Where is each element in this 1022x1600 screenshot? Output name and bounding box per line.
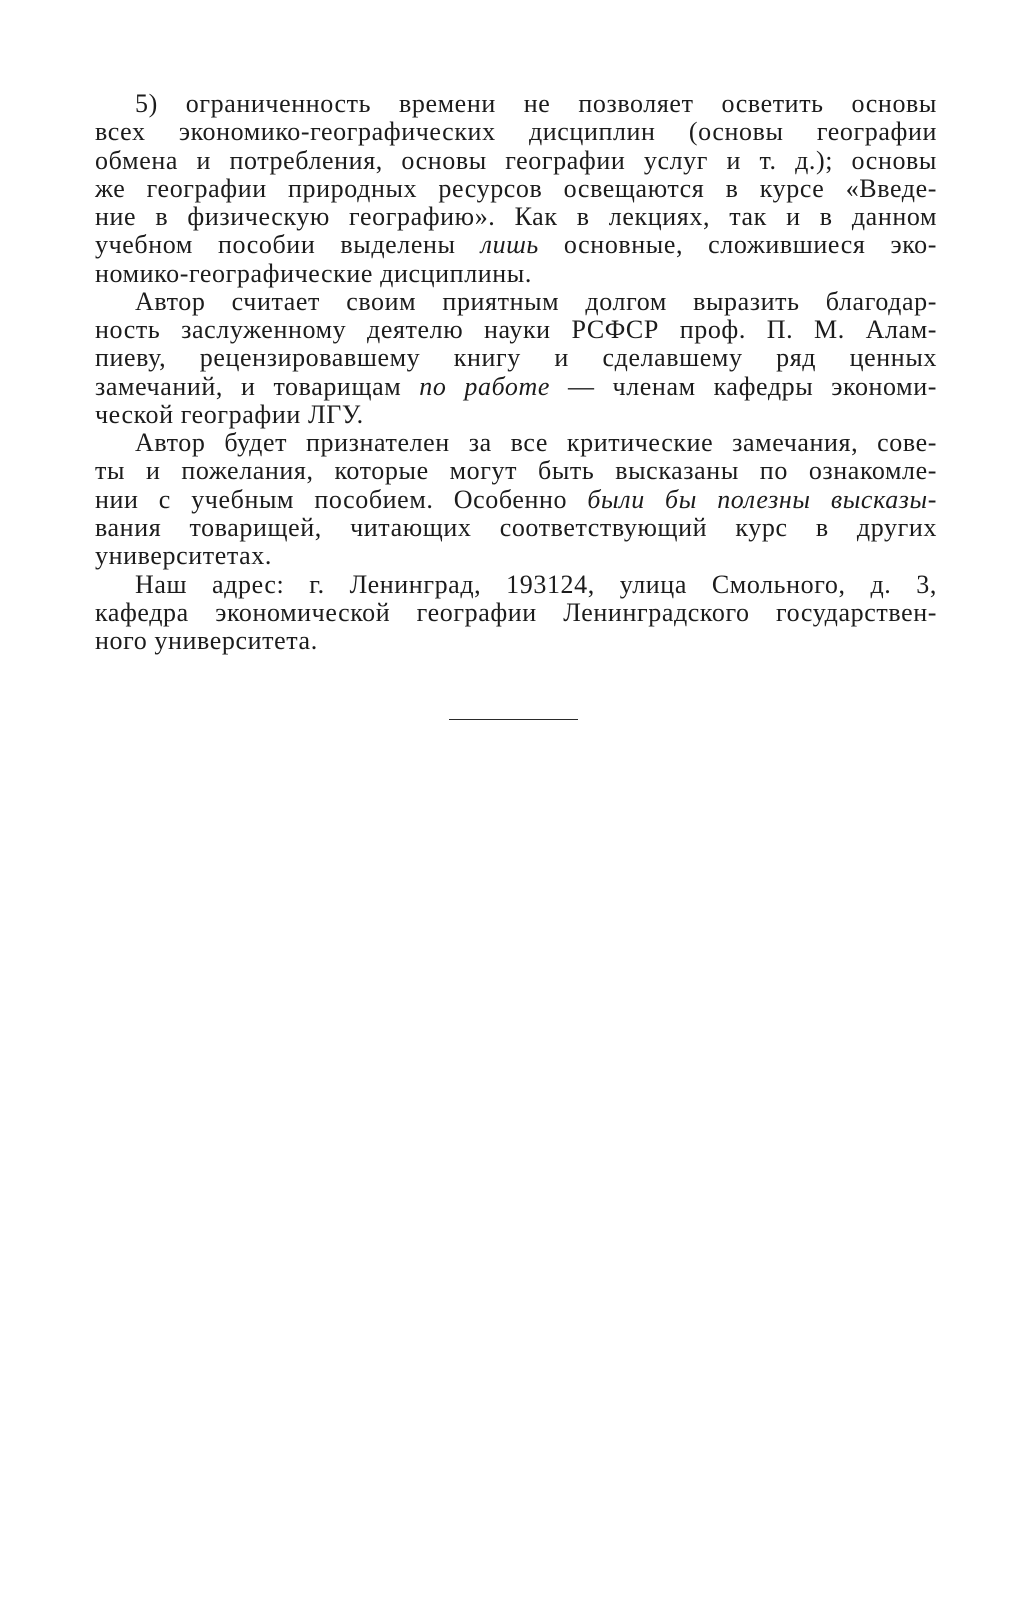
text-line: университетах.: [95, 541, 272, 571]
text-line: ность заслуженному деятелю науки РСФСР проф. П. М. Алам-: [95, 315, 937, 345]
paragraph-address: [95, 571, 937, 656]
text-segment: учебном пособии выделены: [95, 230, 481, 260]
text-line: ческой географии ЛГУ.: [95, 399, 364, 429]
text-line: 5) ограниченность времени не позволяет осветить основы: [135, 89, 937, 118]
text-line: [95, 486, 937, 514]
text-line: всех экономико-географических дисциплин (основы географии: [95, 117, 937, 147]
text-segment: — членам кафедры экономи-: [550, 371, 937, 401]
text-segment: замечаний, и товарищам: [95, 371, 420, 401]
body-text: [95, 90, 937, 655]
italic-text: по работе: [419, 371, 551, 401]
text-line: Автор считает своим приятным долгом выразить благодар-: [135, 286, 937, 316]
text-line: номико-географические дисциплины.: [95, 258, 532, 288]
paragraph-limitations: [95, 90, 937, 288]
text-line: же географии природных ресурсов освещаются в курсе «Введе-: [95, 173, 937, 203]
text-line: ного университета.: [95, 626, 318, 656]
text-line: кафедра экономической географии Ленинградского государствен-: [95, 597, 937, 627]
text-line: обмена и потребления, основы географии услуг и т. д.); основы: [95, 145, 937, 175]
text-line: вания товарищей, читающих соответствующий курс в других: [95, 512, 937, 542]
italic-text: лишь: [480, 230, 539, 260]
text-line: [95, 373, 937, 401]
text-line: [95, 231, 937, 259]
text-line: пиеву, рецензировавшему книгу и сделавшему ряд ценных: [95, 343, 937, 373]
paragraph-feedback: [95, 429, 937, 570]
text-line: Автор будет признателен за все критические замечания, сове-: [135, 428, 937, 458]
paragraph-acknowledgements: [95, 288, 937, 429]
italic-text: были бы полезны высказы-: [587, 484, 937, 514]
text-segment: основные, сложившиеся эко-: [538, 230, 937, 260]
text-line: ние в физическую географию». Как в лекциях, так и в данном: [95, 202, 937, 232]
text-line: Наш адрес: г. Ленинград, 193124, улица Смольного, д. 3,: [135, 569, 937, 599]
section-end-divider: [449, 719, 578, 720]
text-line: ты и пожелания, которые могут быть высказаны по ознакомле-: [95, 456, 937, 486]
text-segment: нии с учебным пособием. Особенно: [95, 484, 588, 514]
